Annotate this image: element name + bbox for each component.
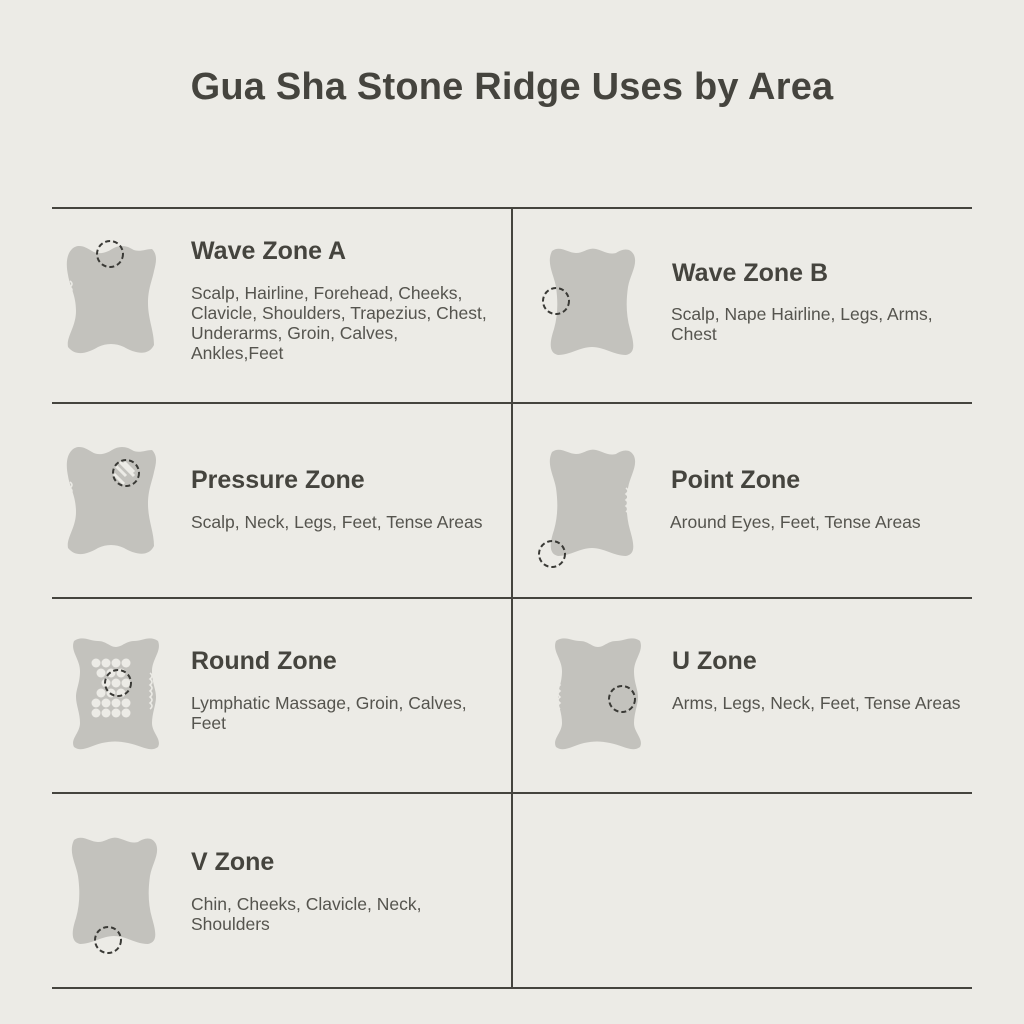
zone-cell-point (512, 402, 972, 597)
zone-uses: Scalp, Nape Hairline, Legs, Arms, Chest (671, 304, 933, 344)
gua-sha-stone-icon (62, 442, 162, 562)
zone-cell-round (52, 597, 512, 792)
gua-sha-stone-icon (548, 633, 648, 753)
zone-cell-pressure (52, 402, 512, 597)
page-title: Gua Sha Stone Ridge Uses by Area (190, 66, 834, 108)
gua-sha-stone-icon (542, 243, 642, 363)
zone-uses: Around Eyes, Feet, Tense Areas (670, 512, 921, 532)
zone-uses: Scalp, Hairline, Forehead, Cheeks, Clavicle, Shoulders, Trapezius, Chest, Underarms, Groin, Calves, Ankles,Feet (191, 283, 487, 363)
gua-sha-stone-icon (64, 832, 164, 952)
zone-cell-v (52, 792, 512, 987)
zone-cell-wave-a (52, 207, 512, 402)
zone-name: Round Zone (191, 647, 337, 675)
zone-name: Wave Zone A (191, 237, 347, 265)
gua-sha-stone-icon (62, 241, 162, 361)
zone-name: Wave Zone B (672, 259, 829, 287)
zone-uses: Chin, Cheeks, Clavicle, Neck, Shoulders (191, 894, 422, 934)
zone-table (52, 207, 972, 989)
zone-name: U Zone (672, 647, 757, 675)
gua-sha-stone-icon (66, 633, 166, 753)
zone-uses: Arms, Legs, Neck, Feet, Tense Areas (672, 693, 961, 713)
zone-cell-u (512, 597, 972, 792)
gua-sha-stone-icon (542, 444, 642, 564)
zone-name: Point Zone (671, 466, 801, 494)
zone-uses: Lymphatic Massage, Groin, Calves, Feet (191, 693, 467, 733)
zone-uses: Scalp, Neck, Legs, Feet, Tense Areas (191, 512, 483, 532)
zone-cell-wave-b (512, 207, 972, 402)
zone-name: V Zone (191, 848, 275, 876)
zone-name: Pressure Zone (191, 466, 365, 494)
empty-cell (512, 792, 972, 987)
